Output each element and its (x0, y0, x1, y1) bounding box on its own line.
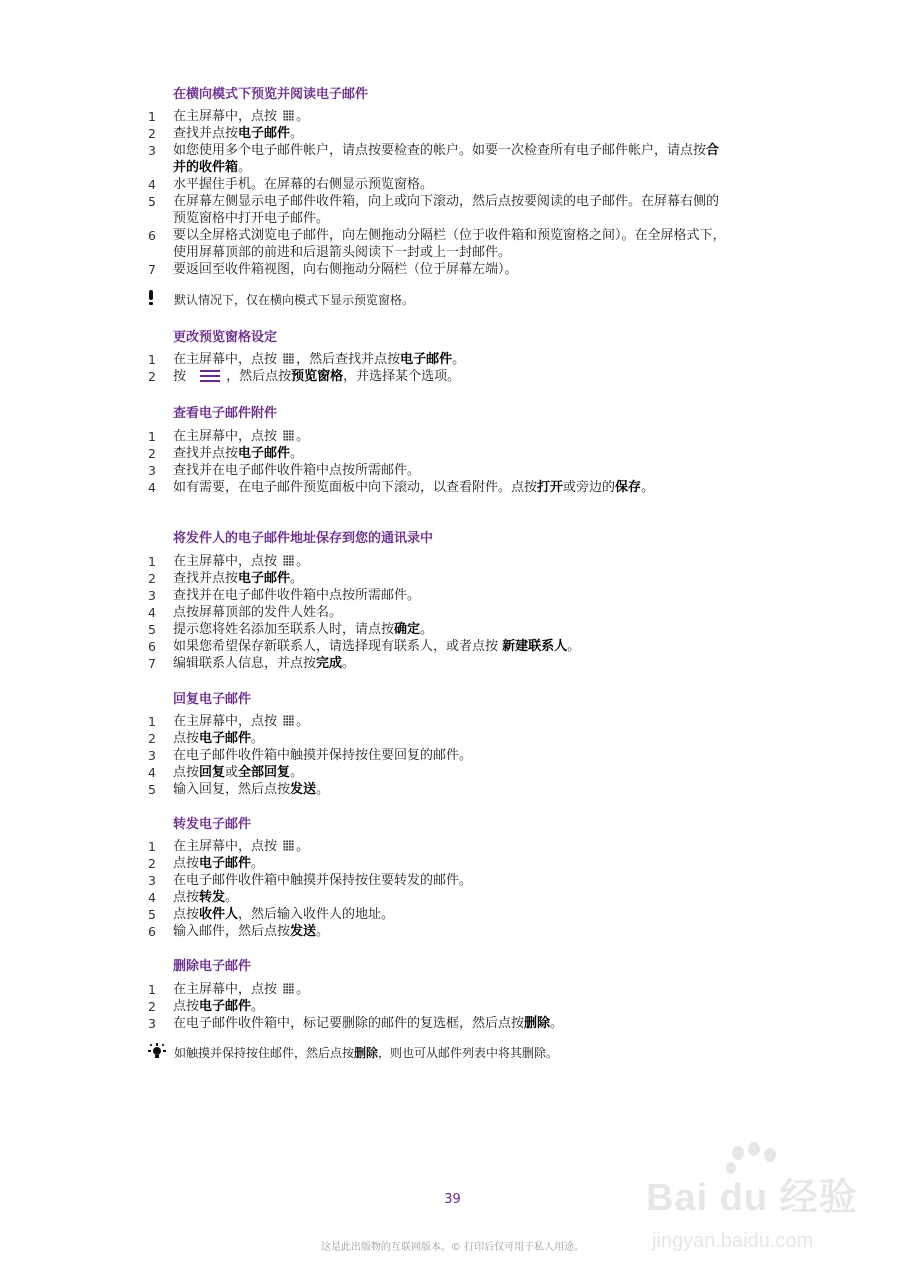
step-item (148, 889, 728, 906)
step-number: 2 (148, 126, 156, 141)
step-item (148, 604, 728, 621)
step-item (148, 142, 728, 176)
step-item (148, 838, 728, 855)
step-item (148, 730, 728, 747)
section-title-landscape-preview: 在横向模式下预览并阅读电子邮件 (173, 87, 369, 102)
step-text: 如果您希望保存新联系人，请选择现有联系人，或者点按 新建联系人。 (173, 639, 581, 654)
step-number: 3 (148, 588, 156, 603)
step-item (148, 351, 728, 368)
step-number: 7 (148, 262, 156, 277)
apps-grid-icon (283, 430, 294, 441)
step-text: 点按收件人，然后输入收件人的地址。 (173, 907, 395, 922)
apps-grid-icon (283, 110, 294, 121)
step-item (148, 747, 728, 764)
watermark-main: Bai du 经验 (646, 1177, 858, 1219)
step-number: 1 (148, 352, 156, 367)
step-text: 输入回复，然后点按发送。 (173, 782, 330, 797)
step-number: 1 (148, 554, 156, 569)
step-number: 5 (148, 622, 156, 637)
section-title-delete: 删除电子邮件 (173, 959, 252, 974)
step-item (148, 906, 728, 923)
step-item (148, 261, 728, 278)
step-text: 如您使用多个电子邮件帐户，请点按要检查的帐户。如要一次检查所有电子邮件帐户，请点按合并的收件箱。 (173, 143, 720, 175)
step-item (148, 872, 728, 889)
step-number: 5 (148, 907, 156, 922)
step-number: 6 (148, 639, 156, 654)
step-item (148, 570, 728, 587)
step-number: 3 (148, 463, 156, 478)
step-number: 2 (148, 999, 156, 1014)
section-title-attachments: 查看电子邮件附件 (173, 406, 278, 421)
step-item (148, 479, 728, 496)
step-text: 查找并点按电子邮件。 (173, 446, 304, 461)
step-item (148, 621, 728, 638)
step-number: 2 (148, 446, 156, 461)
step-number: 1 (148, 109, 156, 124)
step-number: 4 (148, 177, 156, 192)
step-number: 3 (148, 143, 156, 158)
warning-text: 默认情况下，仅在横向模式下显示预览窗格。 (174, 292, 415, 307)
step-number: 1 (148, 839, 156, 854)
tip-text: 如触摸并保持按住邮件，然后点按删除，则也可从邮件列表中将其删除。 (174, 1046, 559, 1060)
step-text: 点按屏幕顶部的发件人姓名。 (173, 605, 343, 620)
step-text: 如有需要，在电子邮件预览面板中向下滚动，以查看附件。点按打开或旁边的保存。 (173, 480, 655, 495)
step-item (148, 428, 728, 445)
step-number: 6 (148, 924, 156, 939)
steps-list (148, 981, 728, 1032)
step-number: 2 (148, 369, 156, 384)
step-item (148, 553, 728, 570)
step-number: 4 (148, 605, 156, 620)
step-text: 在电子邮件收件箱中触摸并保持按住要回复的邮件。 (173, 748, 473, 763)
step-text: 在屏幕左侧显示电子邮件收件箱，向上或向下滚动，然后点按要阅读的电子邮件。在屏幕右侧的预览窗格中打开电子邮件。 (173, 194, 720, 226)
step-item (148, 764, 728, 781)
step-number: 2 (148, 731, 156, 746)
step-text: 在主屏幕中，点按 ，然后查找并点按电子邮件。 (173, 352, 466, 367)
step-item (148, 445, 728, 462)
baidu-watermark-logo (640, 1140, 870, 1270)
section-title-save-sender: 将发件人的电子邮件地址保存到您的通讯录中 (173, 531, 434, 546)
steps-list (148, 838, 728, 940)
step-text: 在主屏幕中，点按 。 (173, 839, 310, 854)
steps-list (148, 108, 728, 278)
step-number: 6 (148, 228, 156, 243)
step-number: 1 (148, 982, 156, 997)
step-item (148, 981, 728, 998)
step-text: 在主屏幕中，点按 。 (173, 554, 310, 569)
step-text: 查找并在电子邮件收件箱中点按所需邮件。 (173, 588, 421, 603)
step-number: 7 (148, 656, 156, 671)
step-item (148, 176, 728, 193)
step-text: 在主屏幕中，点按 。 (173, 982, 310, 997)
step-item (148, 855, 728, 872)
step-item (148, 227, 728, 261)
step-number: 2 (148, 856, 156, 871)
section-title-preview-settings: 更改预览窗格设定 (173, 330, 278, 345)
step-item (148, 368, 728, 385)
warning-note (148, 290, 414, 309)
step-number: 4 (148, 480, 156, 495)
step-number: 3 (148, 1016, 156, 1031)
footer-notice: 这是此出版物的互联网版本。© 打印后仅可用于私人用途。 (320, 1242, 585, 1253)
apps-grid-icon (283, 715, 294, 726)
section-title-reply: 回复电子邮件 (173, 692, 252, 707)
step-item (148, 462, 728, 479)
apps-grid-icon (283, 353, 294, 364)
step-text: 在电子邮件收件箱中触摸并保持按住要转发的邮件。 (173, 873, 473, 888)
step-text: 在主屏幕中，点按 。 (173, 429, 310, 444)
step-text: 按 ，然后点按预览窗格，并选择某个选项。 (173, 369, 461, 384)
step-text: 输入邮件，然后点按发送。 (173, 924, 330, 939)
step-number: 5 (148, 194, 156, 209)
step-text: 点按转发。 (173, 890, 239, 905)
step-item (148, 193, 728, 227)
step-text: 提示您将姓名添加至联系人时，请点按确定。 (173, 622, 434, 637)
watermark-url: jingyan.baidu.com (652, 1230, 814, 1252)
step-text: 查找并在电子邮件收件箱中点按所需邮件。 (173, 463, 421, 478)
steps-list (148, 428, 728, 496)
step-number: 4 (148, 765, 156, 780)
step-text: 查找并点按电子邮件。 (173, 126, 304, 141)
step-text: 查找并点按电子邮件。 (173, 571, 304, 586)
step-item (148, 781, 728, 798)
step-text: 在主屏幕中，点按 。 (173, 714, 310, 729)
menu-icon (198, 369, 220, 383)
step-item (148, 108, 728, 125)
apps-grid-icon (283, 840, 294, 851)
step-item (148, 655, 728, 672)
step-item (148, 1015, 728, 1032)
step-text: 点按电子邮件。 (173, 999, 265, 1014)
step-text: 点按电子邮件。 (173, 731, 265, 746)
step-text: 要返回至收件箱视图，向右侧拖动分隔栏（位于屏幕左端）。 (173, 262, 518, 277)
step-text: 点按回复或全部回复。 (173, 765, 304, 780)
step-text: 水平握住手机。在屏幕的右侧显示预览窗格。 (173, 177, 434, 192)
step-text: 编辑联系人信息，并点按完成。 (173, 656, 356, 671)
step-item (148, 713, 728, 730)
step-number: 5 (148, 782, 156, 797)
step-number: 3 (148, 873, 156, 888)
lightbulb-icon (148, 1043, 166, 1059)
step-item (148, 638, 728, 655)
page-number: 39 (444, 1192, 461, 1207)
step-number: 3 (148, 748, 156, 763)
apps-grid-icon (283, 983, 294, 994)
step-item (148, 125, 728, 142)
step-number: 1 (148, 429, 156, 444)
step-number: 2 (148, 571, 156, 586)
apps-grid-icon (283, 555, 294, 566)
step-item (148, 998, 728, 1015)
section-title-forward: 转发电子邮件 (173, 817, 252, 832)
step-item (148, 587, 728, 604)
step-text: 点按电子邮件。 (173, 856, 265, 871)
step-item (148, 923, 728, 940)
step-text: 在电子邮件收件箱中，标记要删除的邮件的复选框，然后点按删除。 (173, 1016, 564, 1031)
step-number: 1 (148, 714, 156, 729)
tip-note (148, 1043, 558, 1063)
steps-list (148, 713, 728, 798)
exclamation-icon (148, 290, 154, 305)
steps-list (148, 553, 728, 672)
steps-list (148, 351, 728, 385)
step-text: 要以全屏格式浏览电子邮件，向左侧拖动分隔栏（位于收件箱和预览窗格之间）。在全屏格式下，使用屏幕顶部的前进和后退箭头阅读下一封或上一封邮件。 (173, 228, 726, 260)
step-text: 在主屏幕中，点按 。 (173, 109, 310, 124)
step-number: 4 (148, 890, 156, 905)
